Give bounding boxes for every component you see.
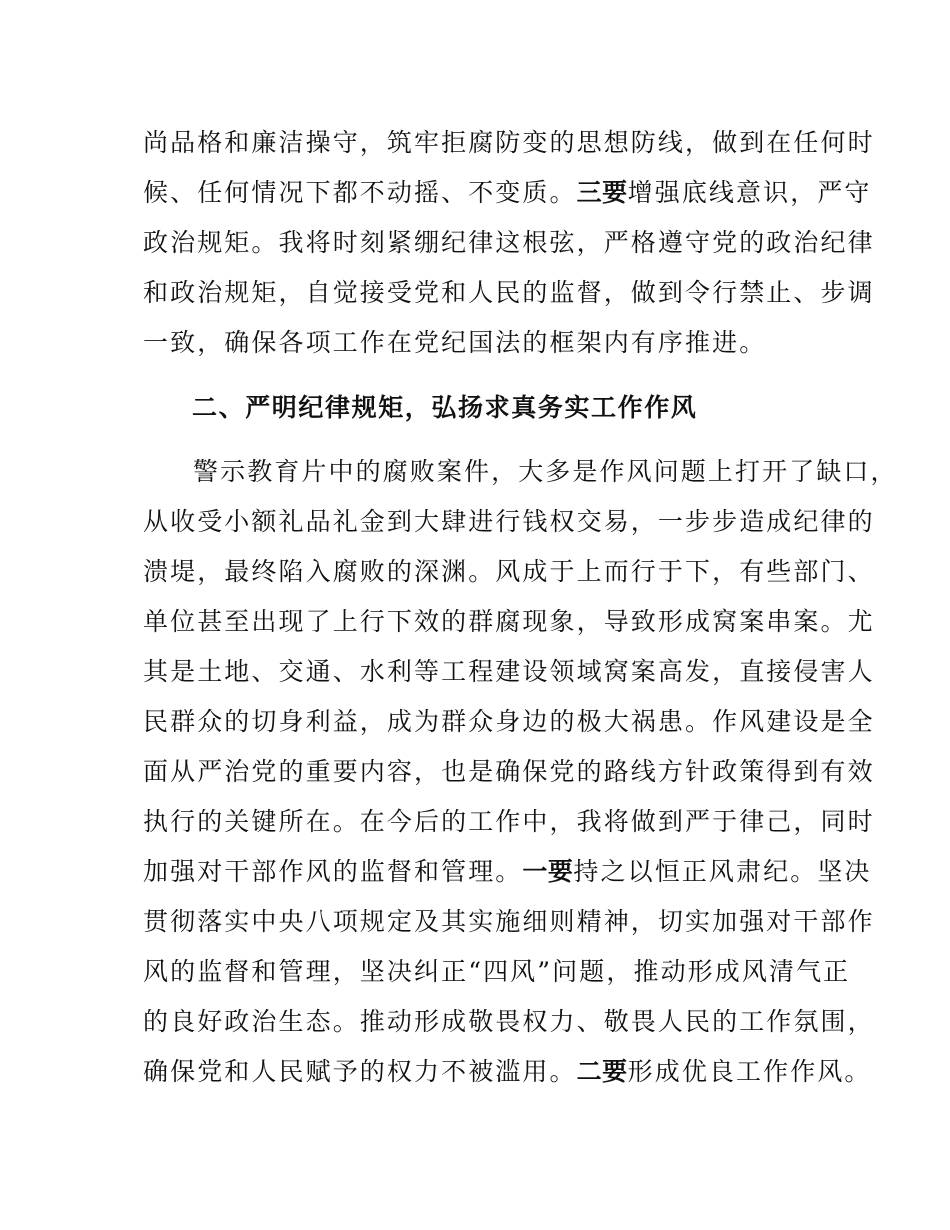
emphasis-first: 一要 xyxy=(522,857,574,886)
text-run: 候、任何情况下都不动摇、不变质。 xyxy=(143,178,577,207)
paragraph-2-line-9 xyxy=(143,852,872,892)
paragraph-1-line-5: 一致，确保各项工作在党纪国法的框架内有序推进。 xyxy=(143,328,767,357)
paragraph-2-line-1: 警示教育片中的腐败案件，大多是作风问题上打开了缺口， xyxy=(193,457,898,486)
emphasis-second: 二要 xyxy=(576,1057,628,1086)
paragraph-2-line-5: 其是土地、交通、水利等工程建设领域窝案高发，直接侵害人 xyxy=(143,657,875,686)
paragraph-2-line-8: 执行的关键所在。在今后的工作中，我将做到严于律己，同时 xyxy=(143,807,875,836)
text-run: 增强底线意识，严守 xyxy=(627,178,872,207)
paragraph-2-line-13 xyxy=(143,1052,872,1092)
paragraph-1-line-1: 尚品格和廉洁操守，筑牢拒腐防变的思想防线，做到在任何时 xyxy=(143,128,875,157)
text-run: 持之以恒正风肃纪。坚决 xyxy=(573,857,872,886)
paragraph-1-line-2 xyxy=(143,173,872,213)
paragraph-1-line-3: 政治规矩。我将时刻紧绷纪律这根弦，严格遵守党的政治纪律 xyxy=(143,228,875,257)
paragraph-2-line-6: 民群众的切身利益，成为群众身边的极大祸患。作风建设是全 xyxy=(143,707,875,736)
emphasis-third: 三要 xyxy=(576,178,628,207)
text-run: 形成优良工作作风。 xyxy=(627,1057,872,1086)
paragraph-2-line-3: 溃堤，最终陷入腐败的深渊。风成于上而行于下，有些部门、 xyxy=(143,557,875,586)
paragraph-2-line-10: 贯彻落实中央八项规定及其实施细则精神，切实加强对干部作 xyxy=(143,907,875,936)
paragraph-1-line-4: 和政治规矩，自觉接受党和人民的监督，做到令行禁止、步调 xyxy=(143,278,875,307)
paragraph-2-line-11: 风的监督和管理，坚决纠正“四风”问题，推动形成风清气正 xyxy=(143,957,851,986)
text-run: 确保党和人民赋予的权力不被滥用。 xyxy=(143,1057,577,1086)
text-run: 加强对干部作风的监督和管理。 xyxy=(143,857,523,886)
paragraph-2-line-2: 从收受小额礼品礼金到大肆进行钱权交易，一步步造成纪律的 xyxy=(143,507,875,536)
paragraph-2-line-12: 的良好政治生态。推动形成敬畏权力、敬畏人民的工作氛围， xyxy=(143,1007,875,1036)
paragraph-2-line-4: 单位甚至出现了上行下效的群腐现象，导致形成窝案串案。尤 xyxy=(143,607,875,636)
paragraph-2-line-7: 面从严治党的重要内容，也是确保党的路线方针政策得到有效 xyxy=(143,757,875,786)
section-heading-2: 二、严明纪律规矩，弘扬求真务实工作作风 xyxy=(192,393,698,422)
